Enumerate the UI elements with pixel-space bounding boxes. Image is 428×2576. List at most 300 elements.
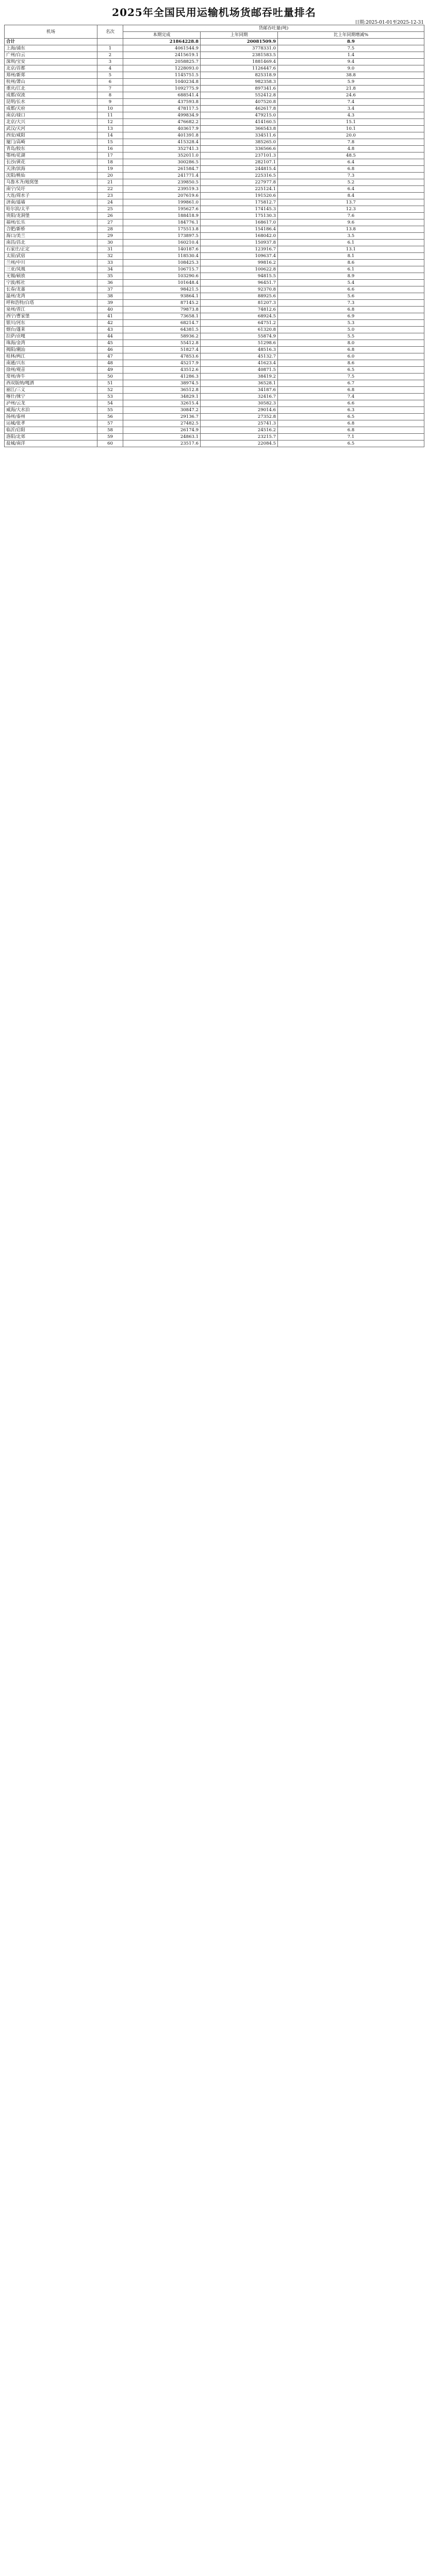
- cargo-group-header: 货邮吞吐量(吨): [123, 25, 424, 32]
- table-row: [5, 166, 424, 173]
- table-row: [5, 72, 424, 79]
- last-year-cell: 897341.6: [201, 86, 278, 92]
- table-row: [5, 45, 424, 52]
- table-row: [5, 380, 424, 387]
- airport-name: 成都/双流: [5, 92, 97, 99]
- last-year-cell: 479215.0: [201, 112, 278, 119]
- current-cell: 4061544.9: [123, 45, 201, 52]
- rank-cell: 46: [97, 347, 123, 353]
- rank-cell: 21: [97, 179, 123, 186]
- change-cell: 7.4: [278, 394, 424, 400]
- change-cell: 4.3: [278, 112, 424, 119]
- total-label: 合计: [5, 39, 97, 45]
- total-change: 8.9: [278, 39, 424, 45]
- table-row: [5, 65, 424, 72]
- table-row: [5, 86, 424, 92]
- airport-name: 扬州/泰州: [5, 414, 97, 420]
- current-cell: 24863.1: [123, 434, 201, 440]
- rank-cell: 8: [97, 92, 123, 99]
- rank-cell: 15: [97, 139, 123, 146]
- last-year-cell: 982358.3: [201, 79, 278, 86]
- current-cell: 32615.4: [123, 400, 201, 407]
- last-year-cell: 30582.3: [201, 400, 278, 407]
- current-cell: 27482.5: [123, 420, 201, 427]
- rank-cell: 58: [97, 427, 123, 434]
- last-year-cell: 45132.7: [201, 353, 278, 360]
- change-cell: 48.5: [278, 152, 424, 159]
- last-year-cell: 366543.8: [201, 126, 278, 132]
- airport-name: 南宁/吴圩: [5, 186, 97, 193]
- rank-cell: 6: [97, 79, 123, 86]
- rank-header: 名次: [97, 25, 123, 39]
- rank-cell: 38: [97, 293, 123, 300]
- table-row: [5, 420, 424, 427]
- airport-name: 昆明/长水: [5, 99, 97, 106]
- change-cell: 6.5: [278, 414, 424, 420]
- total-last-year: 20081509.9: [201, 39, 278, 45]
- current-cell: 87145.2: [123, 300, 201, 307]
- last-year-cell: 22084.5: [201, 440, 278, 447]
- last-year-cell: 64751.2: [201, 320, 278, 327]
- change-cell: 6.3: [278, 407, 424, 414]
- change-cell: 5.5: [278, 333, 424, 340]
- rank-cell: 48: [97, 360, 123, 367]
- change-cell: 6.8: [278, 420, 424, 427]
- table-row: [5, 440, 424, 447]
- airport-name: 桂林/两江: [5, 353, 97, 360]
- rank-cell: 32: [97, 253, 123, 260]
- last-year-cell: 36528.1: [201, 380, 278, 387]
- change-cell: 6.1: [278, 266, 424, 273]
- table-row: [5, 146, 424, 152]
- change-cell: 15.1: [278, 119, 424, 126]
- airport-name: 长春/龙嘉: [5, 286, 97, 293]
- change-cell: 6.8: [278, 347, 424, 353]
- airport-name: 西双版纳/嘎洒: [5, 380, 97, 387]
- last-year-cell: 191520.6: [201, 193, 278, 199]
- table-row: [5, 99, 424, 106]
- change-cell: 8.9: [278, 273, 424, 280]
- change-cell: 7.8: [278, 139, 424, 146]
- change-cell: 6.4: [278, 186, 424, 193]
- change-cell: 8.6: [278, 260, 424, 266]
- table-row: [5, 407, 424, 414]
- table-row: [5, 126, 424, 132]
- last-year-cell: 225124.1: [201, 186, 278, 193]
- table-row: [5, 327, 424, 333]
- ranking-table: [4, 25, 424, 447]
- current-cell: 241771.4: [123, 173, 201, 179]
- airport-name: 合肥/新桥: [5, 226, 97, 233]
- table-row: [5, 300, 424, 307]
- table-row: [5, 79, 424, 86]
- airport-name: 济南/遥墙: [5, 199, 97, 206]
- airport-name: 海口/美兰: [5, 233, 97, 240]
- current-cell: 2058825.7: [123, 59, 201, 65]
- current-cell: 23517.6: [123, 440, 201, 447]
- table-row: [5, 119, 424, 126]
- last-year-cell: 227977.8: [201, 179, 278, 186]
- last-year-cell: 282107.1: [201, 159, 278, 166]
- last-year-cell: 81207.3: [201, 300, 278, 307]
- table-row: [5, 132, 424, 139]
- current-cell: 239519.3: [123, 186, 201, 193]
- current-cell: 160210.4: [123, 240, 201, 246]
- rank-cell: 43: [97, 327, 123, 333]
- change-cell: 7.5: [278, 45, 424, 52]
- last-year-cell: 25741.3: [201, 420, 278, 427]
- airport-name: 鄂州/花湖: [5, 152, 97, 159]
- change-cell: 7.3: [278, 300, 424, 307]
- airport-name: 郑州/新郑: [5, 72, 97, 79]
- current-cell: 1092775.9: [123, 86, 201, 92]
- current-cell: 55412.8: [123, 340, 201, 347]
- rank-cell: 36: [97, 280, 123, 286]
- current-cell: 195627.6: [123, 206, 201, 213]
- table-row: [5, 286, 424, 293]
- last-year-cell: 150937.8: [201, 240, 278, 246]
- rank-cell: 22: [97, 186, 123, 193]
- table-row: [5, 173, 424, 179]
- current-cell: 29136.7: [123, 414, 201, 420]
- current-cell: 36512.8: [123, 387, 201, 394]
- airport-name: 温州/龙湾: [5, 293, 97, 300]
- airport-name: 宁波/栎社: [5, 280, 97, 286]
- rank-cell: 7: [97, 86, 123, 92]
- airport-name: 临沂/启阳: [5, 427, 97, 434]
- table-row: [5, 280, 424, 286]
- current-cell: 476682.2: [123, 119, 201, 126]
- current-cell: 140187.6: [123, 246, 201, 253]
- change-cell: 5.9: [278, 79, 424, 86]
- current-cell: 175513.8: [123, 226, 201, 233]
- last-year-cell: 3778331.0: [201, 45, 278, 52]
- last-year-cell: 34187.6: [201, 387, 278, 394]
- airport-name: 西宁/曹家堡: [5, 313, 97, 320]
- current-cell: 101648.4: [123, 280, 201, 286]
- table-row: [5, 92, 424, 99]
- last-year-cell: 29014.6: [201, 407, 278, 414]
- last-year-cell: 237101.3: [201, 152, 278, 159]
- last-year-cell: 552412.8: [201, 92, 278, 99]
- change-cell: 9.6: [278, 219, 424, 226]
- last-year-cell: 94815.5: [201, 273, 278, 280]
- airport-name: 重庆/江北: [5, 86, 97, 92]
- last-year-cell: 2381583.5: [201, 52, 278, 59]
- change-cell: 13.8: [278, 226, 424, 233]
- rank-cell: 59: [97, 434, 123, 440]
- airport-name: 哈尔滨/太平: [5, 206, 97, 213]
- rank-cell: 20: [97, 173, 123, 179]
- table-row: [5, 139, 424, 146]
- change-cell: 5.2: [278, 179, 424, 186]
- last-year-cell: 1881469.4: [201, 59, 278, 65]
- current-cell: 30847.2: [123, 407, 201, 414]
- table-row: [5, 333, 424, 340]
- last-year-cell: 61320.8: [201, 327, 278, 333]
- rank-cell: 45: [97, 340, 123, 347]
- current-cell: 26174.9: [123, 427, 201, 434]
- airport-name: 无锡/硕放: [5, 273, 97, 280]
- current-cell: 1228093.0: [123, 65, 201, 72]
- rank-cell: 9: [97, 99, 123, 106]
- current-cell: 64381.5: [123, 327, 201, 333]
- rank-cell: 17: [97, 152, 123, 159]
- rank-cell: 5: [97, 72, 123, 79]
- last-year-cell: 38419.2: [201, 374, 278, 380]
- rank-cell: 44: [97, 333, 123, 340]
- table-row: [5, 260, 424, 266]
- current-cell: 41286.3: [123, 374, 201, 380]
- rank-cell: 49: [97, 367, 123, 374]
- rank-cell: 12: [97, 119, 123, 126]
- last-year-cell: 175130.3: [201, 213, 278, 219]
- table-row: [5, 427, 424, 434]
- rank-cell: 29: [97, 233, 123, 240]
- total-current: 21864228.8: [123, 39, 201, 45]
- last-year-cell: 154186.4: [201, 226, 278, 233]
- airport-name: 运城/张孝: [5, 420, 97, 427]
- rank-cell: 60: [97, 440, 123, 447]
- table-row: [5, 273, 424, 280]
- table-row: [5, 360, 424, 367]
- change-cell: 38.8: [278, 72, 424, 79]
- change-cell: 6.8: [278, 307, 424, 313]
- page-title: 2025年全国民用运输机场货邮吞吐量排名: [112, 6, 316, 19]
- table-row: [5, 233, 424, 240]
- current-cell: 403617.9: [123, 126, 201, 132]
- last-year-cell: 40871.5: [201, 367, 278, 374]
- change-cell: 7.6: [278, 213, 424, 219]
- last-year-cell: 92370.8: [201, 286, 278, 293]
- airport-name: 南通/兴东: [5, 360, 97, 367]
- change-cell: 6.6: [278, 400, 424, 407]
- airport-name: 兰州/中川: [5, 260, 97, 266]
- table-row: [5, 219, 424, 226]
- rank-cell: 30: [97, 240, 123, 246]
- last-year-cell: 334511.6: [201, 132, 278, 139]
- change-cell: 13.1: [278, 246, 424, 253]
- rank-cell: 40: [97, 307, 123, 313]
- rank-cell: 27: [97, 219, 123, 226]
- change-cell: 6.8: [278, 387, 424, 394]
- table-row: [5, 193, 424, 199]
- table-row: [5, 293, 424, 300]
- table-row: [5, 313, 424, 320]
- table-row: [5, 246, 424, 253]
- current-cell: 499834.9: [123, 112, 201, 119]
- table-row: [5, 240, 424, 246]
- airport-name: 南京/禄口: [5, 112, 97, 119]
- change-cell: 5.6: [278, 293, 424, 300]
- rank-cell: 34: [97, 266, 123, 273]
- rank-cell: 39: [97, 300, 123, 307]
- table-row: [5, 253, 424, 260]
- airport-name: 乌鲁木齐/地窝堡: [5, 179, 97, 186]
- last-year-cell: 23215.7: [201, 434, 278, 440]
- change-cell: 3.4: [278, 106, 424, 112]
- change-cell: 9.0: [278, 65, 424, 72]
- rank-cell: 47: [97, 353, 123, 360]
- table-row: [5, 347, 424, 353]
- rank-cell: 24: [97, 199, 123, 206]
- rank-cell: 31: [97, 246, 123, 253]
- airport-name: 揭阳/潮汕: [5, 347, 97, 353]
- airport-name: 贵阳/龙洞堡: [5, 213, 97, 219]
- last-year-cell: 123916.7: [201, 246, 278, 253]
- table-row: [5, 400, 424, 407]
- current-cell: 1145751.5: [123, 72, 201, 79]
- rank-cell: 57: [97, 420, 123, 427]
- current-cell: 239850.5: [123, 179, 201, 186]
- airport-name: 福州/长乐: [5, 219, 97, 226]
- current-cell: 437593.8: [123, 99, 201, 106]
- total-row: [5, 39, 424, 45]
- current-cell: 34829.1: [123, 394, 201, 400]
- airport-name: 西安/咸阳: [5, 132, 97, 139]
- airport-name: 洛阳/北郊: [5, 434, 97, 440]
- table-row: [5, 213, 424, 219]
- rank-cell: 51: [97, 380, 123, 387]
- airport-name: 丽江/三义: [5, 387, 97, 394]
- table-row: [5, 206, 424, 213]
- rank-cell: 10: [97, 106, 123, 112]
- change-cell: 8.6: [278, 360, 424, 367]
- current-cell: 73658.1: [123, 313, 201, 320]
- rank-cell: 42: [97, 320, 123, 327]
- change-cell: 7.3: [278, 173, 424, 179]
- airport-name: 珠海/金湾: [5, 340, 97, 347]
- change-cell: 6.1: [278, 240, 424, 246]
- airport-name: 烟台/蓬莱: [5, 327, 97, 333]
- rank-cell: 16: [97, 146, 123, 152]
- table-body: [5, 39, 424, 447]
- airport-name: 南昌/昌北: [5, 240, 97, 246]
- last-year-cell: 336566.6: [201, 146, 278, 152]
- rank-cell: 4: [97, 65, 123, 72]
- current-cell: 108425.3: [123, 260, 201, 266]
- table-row: [5, 434, 424, 440]
- table-row: [5, 307, 424, 313]
- current-cell: 106715.7: [123, 266, 201, 273]
- table-row: [5, 52, 424, 59]
- airport-name: 银川/河东: [5, 320, 97, 327]
- current-cell: 188418.9: [123, 213, 201, 219]
- rank-cell: 50: [97, 374, 123, 380]
- last-year-cell: 55874.9: [201, 333, 278, 340]
- airport-name: 拉萨/贡嘎: [5, 333, 97, 340]
- change-cell: 7.1: [278, 434, 424, 440]
- change-cell: 6.5: [278, 367, 424, 374]
- airport-name: 大连/周水子: [5, 193, 97, 199]
- last-year-cell: 225316.5: [201, 173, 278, 179]
- last-year-cell: 74812.6: [201, 307, 278, 313]
- rank-cell: 55: [97, 407, 123, 414]
- table-row: [5, 152, 424, 159]
- current-cell: 352741.3: [123, 146, 201, 152]
- change-cell: 7.5: [278, 374, 424, 380]
- table-row: [5, 374, 424, 380]
- rank-cell: 11: [97, 112, 123, 119]
- airport-name: 青岛/胶东: [5, 146, 97, 152]
- rank-cell: 25: [97, 206, 123, 213]
- last-year-cell: 27352.8: [201, 414, 278, 420]
- current-cell: 98421.5: [123, 286, 201, 293]
- current-cell: 58936.2: [123, 333, 201, 340]
- change-cell: 24.6: [278, 92, 424, 99]
- current-cell: 43512.6: [123, 367, 201, 374]
- last-year-cell: 168042.0: [201, 233, 278, 240]
- date-range: 日期:2025-01-01至2025-12-31: [355, 20, 424, 25]
- last-year-cell: 32416.7: [201, 394, 278, 400]
- current-cell: 199861.0: [123, 199, 201, 206]
- change-cell: 6.8: [278, 427, 424, 434]
- last-year-cell: 48516.3: [201, 347, 278, 353]
- current-cell: 352011.0: [123, 152, 201, 159]
- change-cell: 20.0: [278, 132, 424, 139]
- change-cell: 3.5: [278, 233, 424, 240]
- change-cell: 5.3: [278, 320, 424, 327]
- airport-name: 喀什/徕宁: [5, 394, 97, 400]
- change-cell: 8.0: [278, 340, 424, 347]
- current-cell: 173897.5: [123, 233, 201, 240]
- table-row: [5, 320, 424, 327]
- rank-cell: 37: [97, 286, 123, 293]
- current-cell: 478117.5: [123, 106, 201, 112]
- current-cell: 184776.1: [123, 219, 201, 226]
- rank-cell: 3: [97, 59, 123, 65]
- airport-name: 泸州/云龙: [5, 400, 97, 407]
- airport-name: 厦门/高崎: [5, 139, 97, 146]
- change-cell: 6.4: [278, 159, 424, 166]
- current-cell: 415328.4: [123, 139, 201, 146]
- total-rank: [97, 39, 123, 45]
- last-year-cell: 462617.8: [201, 106, 278, 112]
- airport-name: 石家庄/正定: [5, 246, 97, 253]
- rank-cell: 13: [97, 126, 123, 132]
- change-cell: 21.8: [278, 86, 424, 92]
- rank-cell: 18: [97, 159, 123, 166]
- rank-cell: 41: [97, 313, 123, 320]
- airport-name: 深圳/宝安: [5, 59, 97, 65]
- last-year-cell: 51298.6: [201, 340, 278, 347]
- current-cell: 207619.6: [123, 193, 201, 199]
- change-cell: 7.4: [278, 99, 424, 106]
- last-year-cell: 1126447.6: [201, 65, 278, 72]
- change-cell: 4.8: [278, 146, 424, 152]
- current-cell: 68214.7: [123, 320, 201, 327]
- last-year-cell: 96451.7: [201, 280, 278, 286]
- airport-name: 泉州/晋江: [5, 307, 97, 313]
- current-cell: 47853.6: [123, 353, 201, 360]
- rank-cell: 33: [97, 260, 123, 266]
- airport-name: 杭州/萧山: [5, 79, 97, 86]
- last-year-cell: 407520.8: [201, 99, 278, 106]
- current-cell: 688541.4: [123, 92, 201, 99]
- airport-name: 呼和浩特/白塔: [5, 300, 97, 307]
- airport-name: 徐州/观音: [5, 367, 97, 374]
- rank-cell: 52: [97, 387, 123, 394]
- table-row: [5, 179, 424, 186]
- change-cell: 1.4: [278, 52, 424, 59]
- airport-name: 盐城/南洋: [5, 440, 97, 447]
- current-cell: 118530.4: [123, 253, 201, 260]
- rank-cell: 35: [97, 273, 123, 280]
- airport-name: 广州/白云: [5, 52, 97, 59]
- rank-cell: 56: [97, 414, 123, 420]
- airport-name: 北京/大兴: [5, 119, 97, 126]
- table-row: [5, 106, 424, 112]
